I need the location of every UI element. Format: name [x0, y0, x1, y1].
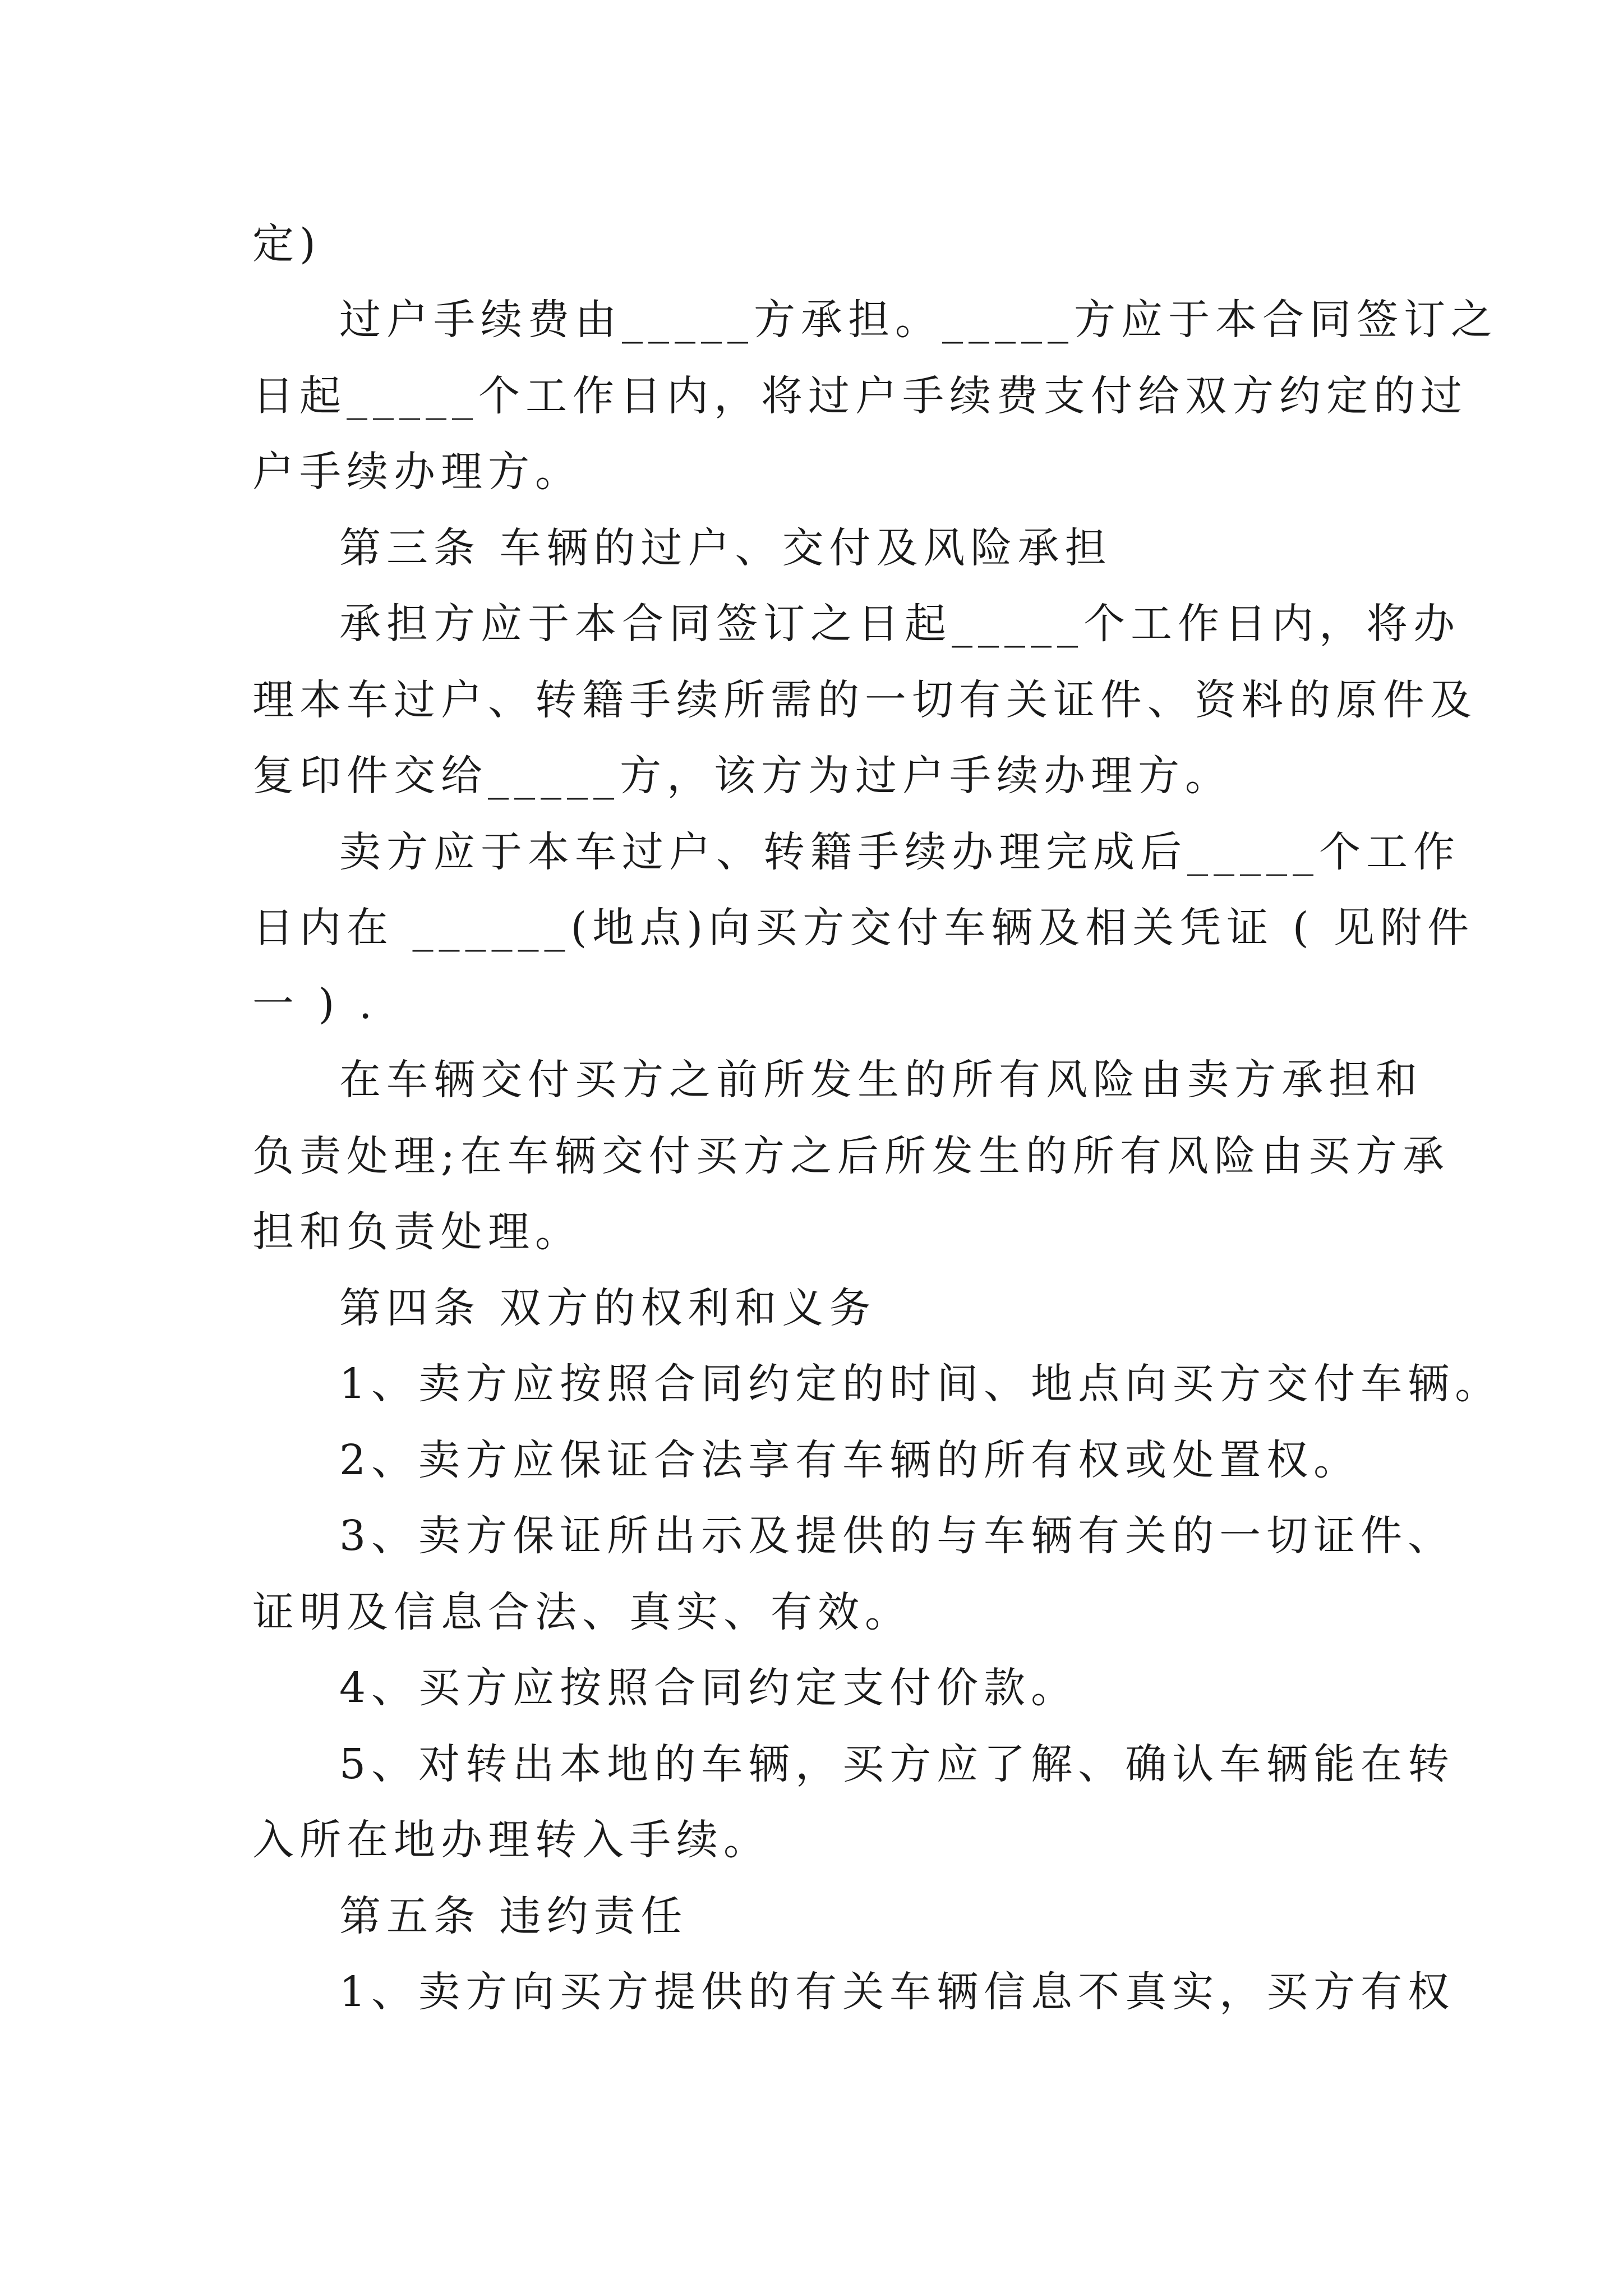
text-line: 日起_____个工作日内，将过户手续费支付给双方约定的过: [252, 372, 1468, 420]
text-line: 复印件交给_____方，该方为过户手续办理方。: [252, 752, 1232, 800]
paragraph-line: 承担方应于本合同签订之日起_____个工作日内，将办: [339, 600, 1460, 648]
paragraph-line: 在车辆交付买方之前所发生的所有风险由卖方承担和: [339, 1056, 1423, 1104]
list-item: 1、卖方应按照合同约定的时间、地点向买方交付车辆。: [339, 1360, 1502, 1408]
text-line: 户手续办理方。: [252, 448, 582, 496]
list-item: 2、卖方应保证合法享有车辆的所有权或处置权。: [339, 1436, 1361, 1484]
text-line: 日内在 ______(地点)向买方交付车辆及相关凭证 ( 见附件: [252, 904, 1475, 952]
text-line: 证明及信息合法、真实、有效。: [252, 1588, 912, 1636]
list-item: 5、对转出本地的车辆，买方应了解、确认车辆能在转: [339, 1740, 1455, 1788]
section-heading-3: 第三条 车辆的过户、交付及风险承担: [339, 524, 1112, 572]
list-item: 1、卖方向买方提供的有关车辆信息不真实，买方有权: [339, 1968, 1455, 2016]
list-item: 3、卖方保证所出示及提供的与车辆有关的一切证件、: [339, 1512, 1455, 1560]
list-item: 4、买方应按照合同约定支付价款。: [339, 1664, 1078, 1712]
text-line: 担和负责处理。: [252, 1208, 582, 1256]
text-line: 理本车过户、转籍手续所需的一切有关证件、资料的原件及: [252, 676, 1477, 724]
text-line: 入所在地办理转入手续。: [252, 1816, 771, 1864]
text-line: 定): [252, 220, 321, 268]
section-heading-5: 第五条 违约责任: [339, 1892, 688, 1940]
section-heading-4: 第四条 双方的权利和义务: [339, 1284, 877, 1332]
text-line: 一 ) .: [252, 980, 378, 1028]
text-line: 负责处理;在车辆交付买方之后所发生的所有风险由买方承: [252, 1132, 1450, 1180]
paragraph-line: 卖方应于本车过户、转籍手续办理完成后_____个工作: [339, 828, 1460, 876]
paragraph-line: 过户手续费由_____方承担。_____方应于本合同签订之: [339, 296, 1498, 344]
